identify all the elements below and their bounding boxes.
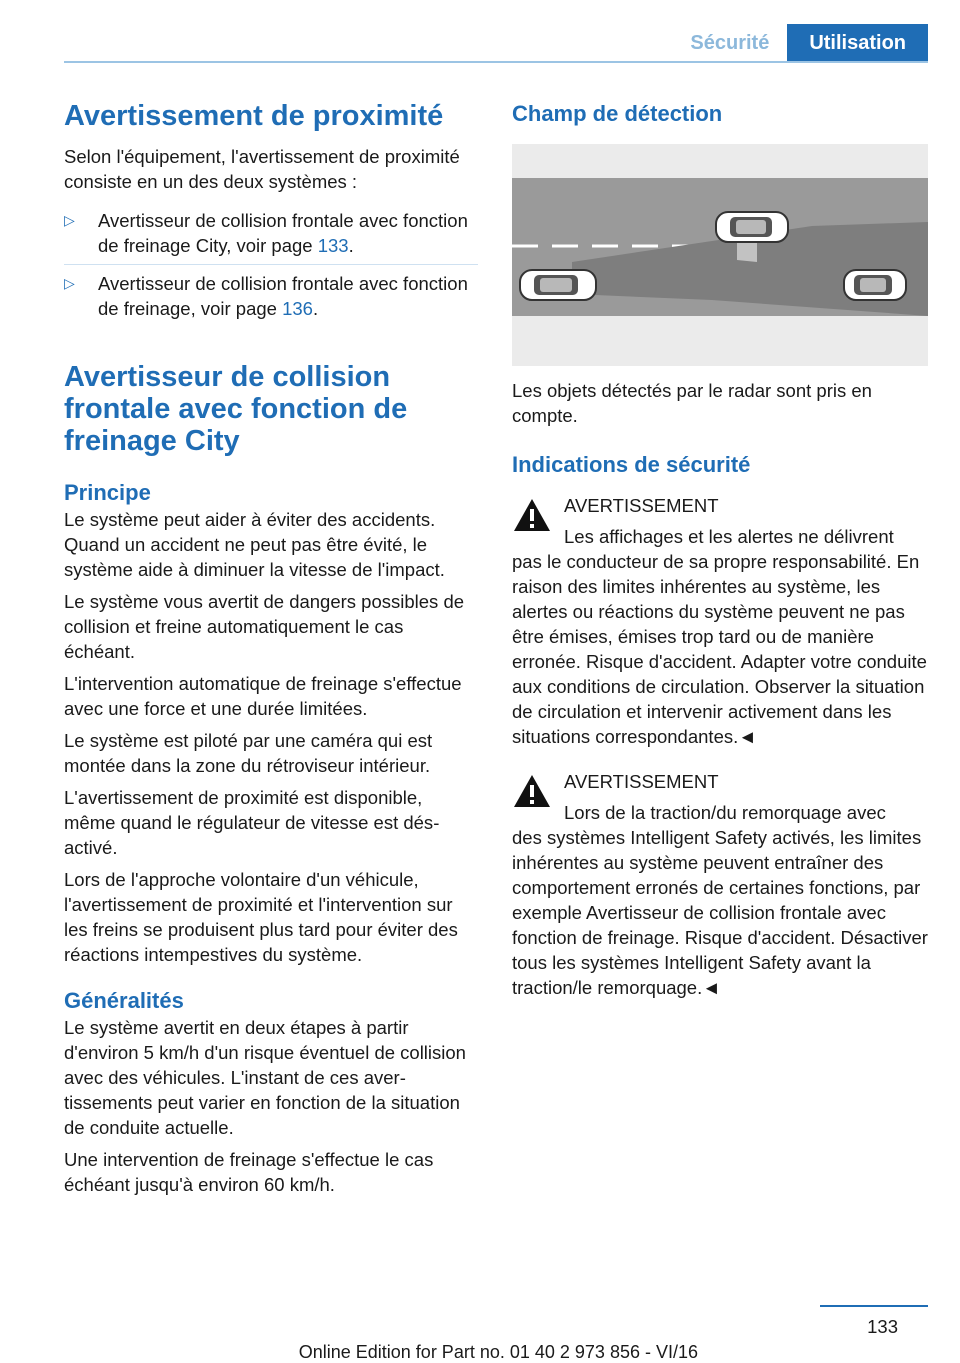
warning-first-line: Lors de la traction/du remorquage avec bbox=[564, 802, 886, 823]
section-title-city-brake: Avertisseur de collision frontale avec fonction de freinage City bbox=[64, 361, 408, 457]
section-title-proximity: Avertissement de proximité bbox=[64, 100, 444, 132]
tab-securite[interactable]: Sécurité bbox=[690, 32, 770, 54]
principe-heading: Principe bbox=[64, 480, 151, 505]
right-column bbox=[512, 100, 928, 1000]
systems-list bbox=[64, 202, 478, 327]
header-tabs bbox=[672, 24, 928, 62]
warning-triangle-icon bbox=[512, 769, 564, 825]
warning-first-line: Les affichages et les alertes ne délivrent bbox=[564, 526, 894, 547]
principe-paragraph: Le système est piloté par une caméra qui est montée dans la zone du rétroviseur intérieur. bbox=[64, 730, 433, 776]
list-item bbox=[64, 264, 478, 327]
list-item bbox=[64, 202, 478, 264]
warning-triangle-icon bbox=[512, 493, 564, 549]
page-reference-link[interactable]: 136 bbox=[282, 298, 313, 319]
warning-block bbox=[512, 769, 928, 1000]
warning-title: AVERTISSEMENT bbox=[564, 495, 719, 516]
warning-text: des systèmes Intelligent Safety activés, les limites inhérentes au système peuvent entraîner des comportement erronés de certaines fonctions, par exemple Avertisseur de collision frontale avec fonction de freinage. Risque d'accident. Désactiver tous les systèmes Intelligent Safety avant la traction/le remorquage.◄ bbox=[512, 827, 928, 998]
securite-heading: Indications de sécurité bbox=[512, 452, 751, 477]
left-column bbox=[64, 100, 478, 1197]
list-item-text: Avertisseur de collision frontale avec fonction de freinage City, voir page 133. bbox=[98, 210, 468, 256]
detection-field-figure bbox=[512, 144, 928, 366]
warning-block bbox=[512, 493, 928, 749]
warning-text: pas le conducteur de sa propre responsabilité. En raison des limites inhérentes au système, les alertes ou réactions du système peuvent ne pas être émises, émises trop tard ou de manière erronée. Risque d'accident. Adapter votre conduite aux conditions de circulation. Observer la situation de circulation et intervenir activement dans les situations correspondantes.◄ bbox=[512, 551, 927, 747]
page-reference-link[interactable]: 133 bbox=[317, 235, 349, 256]
principe-paragraph: L'intervention automatique de freinage s'effectue avec une force et une durée limitées. bbox=[64, 673, 462, 719]
warning-title: AVERTISSEMENT bbox=[564, 771, 719, 792]
footer-edition: Online Edition for Part no. 01 40 2 973 856 - VI/16 bbox=[298, 1342, 698, 1362]
footer-divider bbox=[820, 1305, 928, 1307]
page-number: 133 bbox=[867, 1316, 898, 1337]
principe-paragraph: Le système peut aider à éviter des accidents. Quand un accident ne peut pas être évité, le système aide à diminuer la vitesse de l'impact. bbox=[64, 509, 445, 580]
generalites-heading: Généralités bbox=[64, 988, 184, 1013]
intro-paragraph: Selon l'équipement, l'avertissement de proximité consiste en un des deux systèmes : bbox=[64, 146, 460, 192]
champ-detection-heading: Champ de détection bbox=[512, 101, 723, 126]
generalites-paragraph: Le système avertit en deux étapes à partir d'environ 5 km/h d'un risque éventuel de collision avec des véhicules. L'instant de ces avertissements peut varier en fonction de la situation de conduite actuelle. bbox=[64, 1017, 466, 1138]
list-item-text: Avertisseur de collision frontale avec fonction de freinage, voir page 136. bbox=[98, 273, 468, 319]
figure-caption: Les objets détectés par le radar sont pris en compte. bbox=[512, 380, 872, 426]
principe-paragraph: L'avertissement de proximité est disponible, même quand le régulateur de vitesse est désactivé. bbox=[64, 787, 440, 858]
principe-paragraph: Lors de l'approche volontaire d'un véhicule, l'avertissement de proximité et l'intervention sur les freins se produisent plus tard pour éviter des réactions intempestives du système. bbox=[64, 869, 458, 965]
header-divider bbox=[64, 61, 928, 63]
triangle-bullet-icon: ▷ bbox=[64, 212, 75, 228]
generalites-paragraph: Une intervention de freinage s'effectue le cas échéant jusqu'à environ 60 km/h. bbox=[64, 1149, 434, 1195]
tab-utilisation[interactable]: Utilisation bbox=[787, 24, 928, 62]
principe-paragraph: Le système vous avertit de dangers possibles de collision et freine automatiquement le cas échéant. bbox=[64, 591, 465, 662]
triangle-bullet-icon: ▷ bbox=[64, 275, 75, 291]
